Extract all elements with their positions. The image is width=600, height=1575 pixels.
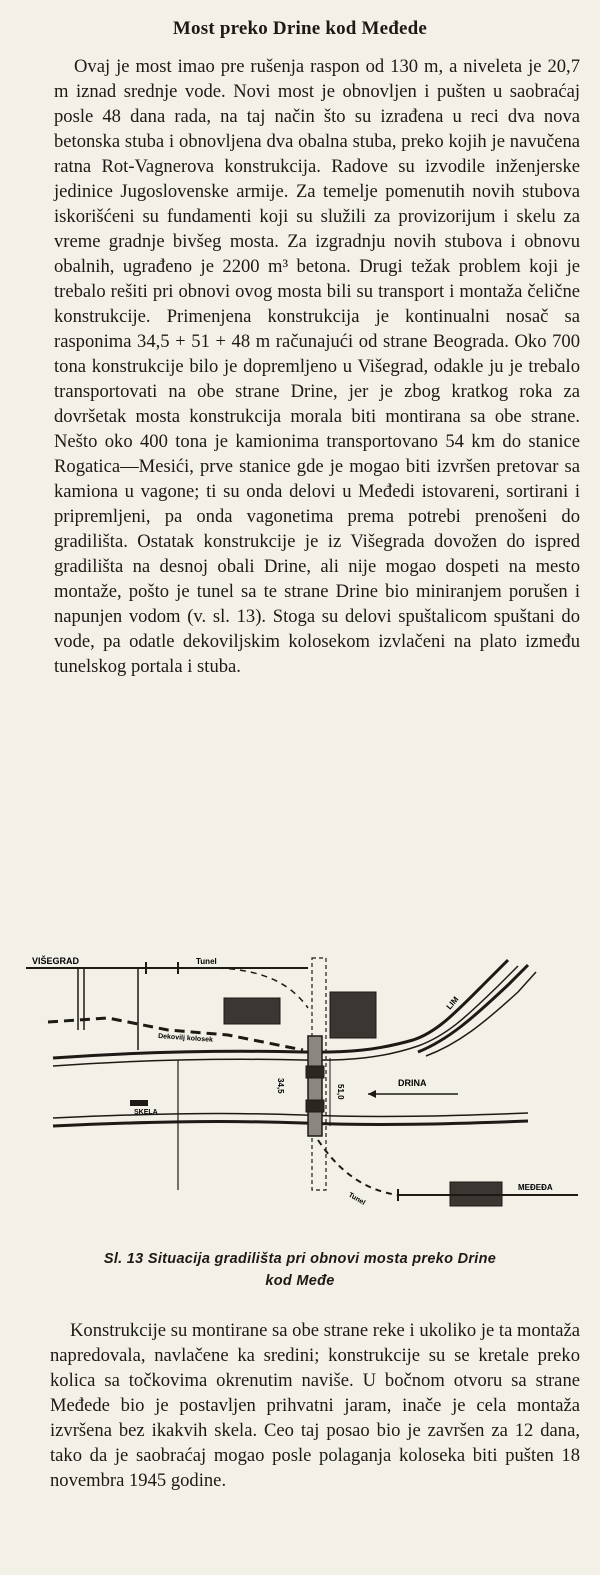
building-left: [224, 998, 280, 1024]
article-title: Most preko Drine kod Međede: [172, 18, 428, 39]
site-plan-figure: [18, 940, 588, 1210]
label-span-51: 51,0: [336, 1084, 345, 1100]
label-visegrad: VIŠEGRAD: [32, 956, 80, 966]
label-skela: SKELA: [134, 1109, 158, 1116]
paragraph-1-text: Ovaj je most imao pre rušenja raspon od 130 m, a niveleta je 20,7 m iznad srednje vode. Novi most je obnovljen i pušten u saobraćaj posle 48 dana rada, na taj način što su izrađena u reci dva nova betonska stuba i obnovljena dva obalna stuba, preko kojih je navučena ratna Rot-Vagnerova konstrukcija. Radove su izvodile inženjerske jedinice Jugoslovenske armije. Za temelje pomenutih novih stubova iskorišćeni su fundamenti koji su služili za provizorijum i skelu za vreme gradnje bivšeg mosta. Za izgradnju novih stubova i obnovu obalnih, ugrađeno je 2200 m³ betona. Drugi težak problem koji je trebalo rešiti pri obnovi ovog mosta bili su transport i montaža čelične konstrukcije. Primenjena konstrukcija je kontinualni nosač sa rasponima 34,5 + 51 + 48 m računajući od strane Beograda. Oko 700 tona konstrukcije bilo je dopremljeno u Višegrad, odakle ju je trebalo transportovati na obe strane Drine, jer je zbog kratkog roka za dovršetak mosta konstrukcija morala biti montirana sa obe strane. Nešto oko 400 tona je kamionima transportovano 54 km do stanice Rogatica—Mesići, prve stanice gde je mogao biti izvršen pretovar sa kamiona u vagone; ti su onda delovi u Međedi istovareni, sortirani i pripremljeni, pa onda vagonetima prema potrebi prenošeni do gradilišta. Ostatak konstrukcije je iz Višegrada dovožen do ispred gradilišta na desnoj obali Drine, ali nije mogao dospeti na mesto montaže, pošto je tunel sa te strane Drine bio miniranjem porušen i napunjen vodom (v. sl. 13). Stoga su delovi spuštalicom spuštani do vode, pa odatle dekoviljskim kolosekom izvlačeni na plato između tunelskog portala i stuba.: [54, 56, 580, 677]
label-lim: LIM: [444, 994, 461, 1012]
building-right: [330, 992, 376, 1038]
river-drina: [53, 960, 536, 1126]
figure-caption-line-1: Sl. 13 Situacija gradilišta pri obnovi mosta preko Drine: [103, 1251, 497, 1267]
label-medjedja: MEĐEĐA: [518, 1183, 553, 1192]
skela-marker: [130, 1100, 148, 1106]
figure-caption: [30, 1248, 570, 1292]
label-tunel-top: Tunel: [196, 957, 217, 966]
bridge: [306, 958, 330, 1190]
label-drina: DRINA: [398, 1078, 427, 1088]
label-dekovilj: Dekovilj kolosek: [157, 1033, 214, 1044]
figure-caption-line-2: kod Međe: [265, 1273, 335, 1289]
label-tunel-bottom: Tunel: [347, 1191, 367, 1207]
paragraph-2: [50, 1318, 580, 1493]
paragraph-2-text: Konstrukcije su montirane sa obe strane reke i ukoliko je ta montaža napredovala, navlačene ka sredini; konstrukcije su se kretale preko kolica sa točkovima okrenutim naviše. U bočnom otvoru sa strane Međede bio je postavljen prihvatni jaram, inače je cela montaža izvršena bez ikakvih skela. Ceo taj posao bio je završen za 12 dana, tako da je saobraćaj mogao posle polaganja koloseka biti pušten 18 novembra 1945 godine.: [50, 1320, 580, 1491]
paragraph-1: [54, 54, 580, 679]
label-span-345: 34,5: [276, 1078, 285, 1094]
